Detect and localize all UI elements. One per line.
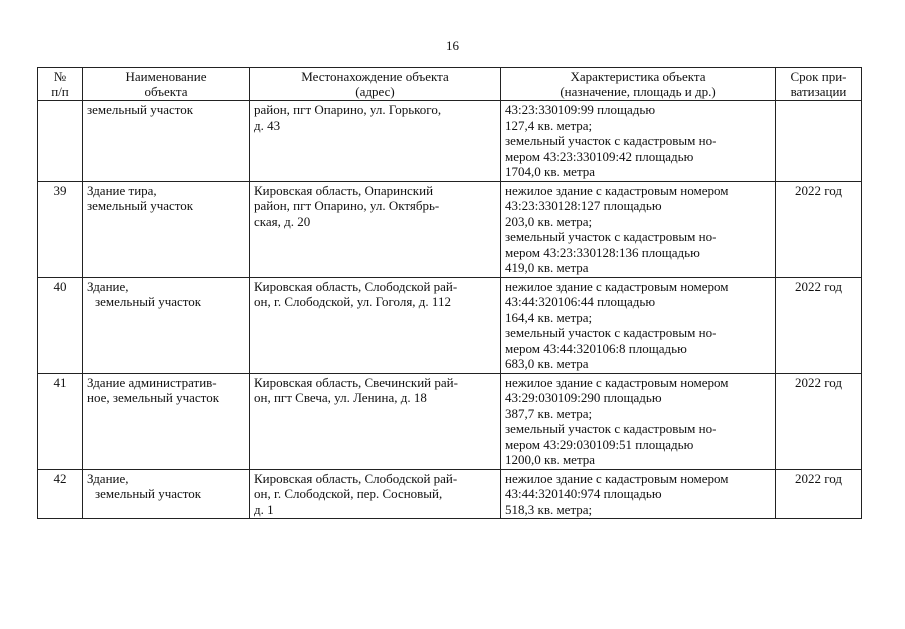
privatization-table — [37, 67, 862, 519]
object-name: Здание, земельный участок — [83, 469, 250, 519]
table-header-row — [38, 68, 862, 101]
object-characteristics: нежилое здание с кадастровым номером 43:29:030109:290 площадью 387,7 кв. метра; земельный участок с кадастровым но- мером 43:29:030109:51 площадью 1200,0 кв. метра — [501, 373, 776, 469]
privatization-term: 2022 год — [776, 373, 862, 469]
object-location: Кировская область, Свечинский рай- он, пгт Свеча, ул. Ленина, д. 18 — [250, 373, 501, 469]
object-name: Здание тира, земельный участок — [83, 181, 250, 277]
object-name: Здание, земельный участок — [83, 277, 250, 373]
row-number: 42 — [38, 469, 83, 519]
privatization-term: 2022 год — [776, 469, 862, 519]
privatization-term: 2022 год — [776, 277, 862, 373]
row-number — [38, 101, 83, 182]
object-location: Кировская область, Слободской рай- он, г. Слободской, пер. Сосновый, д. 1 — [250, 469, 501, 519]
table-row — [38, 277, 862, 373]
object-characteristics: 43:23:330109:99 площадью 127,4 кв. метра; земельный участок с кадастровым но- мером 43:23:330109:42 площадью 1704,0 кв. метра — [501, 101, 776, 182]
row-number: 40 — [38, 277, 83, 373]
object-characteristics: нежилое здание с кадастровым номером 43:44:320106:44 площадью 164,4 кв. метра; земельный участок с кадастровым но- мером 43:44:320106:8 площадью 683,0 кв. метра — [501, 277, 776, 373]
privatization-term: 2022 год — [776, 181, 862, 277]
object-characteristics: нежилое здание с кадастровым номером 43:23:330128:127 площадью 203,0 кв. метра; земельный участок с кадастровым но- мером 43:23:330128:136 площадью 419,0 кв. метра — [501, 181, 776, 277]
row-number: 39 — [38, 181, 83, 277]
header-num: № п/п — [38, 68, 83, 101]
object-location: район, пгт Опарино, ул. Горького, д. 43 — [250, 101, 501, 182]
object-characteristics: нежилое здание с кадастровым номером 43:44:320140:974 площадью 518,3 кв. метра; — [501, 469, 776, 519]
row-number: 41 — [38, 373, 83, 469]
object-location: Кировская область, Слободской рай- он, г. Слободской, ул. Гоголя, д. 112 — [250, 277, 501, 373]
header-characteristics: Характеристика объекта (назначение, площадь и др.) — [501, 68, 776, 101]
object-name: Здание административ- ное, земельный участок — [83, 373, 250, 469]
privatization-term — [776, 101, 862, 182]
page-number: 16 — [446, 38, 459, 53]
object-name: земельный участок — [83, 101, 250, 182]
table-row — [38, 373, 862, 469]
table-row — [38, 469, 862, 519]
header-name: Наименование объекта — [83, 68, 250, 101]
header-term: Срок при- ватизации — [776, 68, 862, 101]
table-row — [38, 181, 862, 277]
object-location: Кировская область, Опаринский район, пгт Опарино, ул. Октябрь- ская, д. 20 — [250, 181, 501, 277]
table-row — [38, 101, 862, 182]
header-location: Местонахождение объекта (адрес) — [250, 68, 501, 101]
